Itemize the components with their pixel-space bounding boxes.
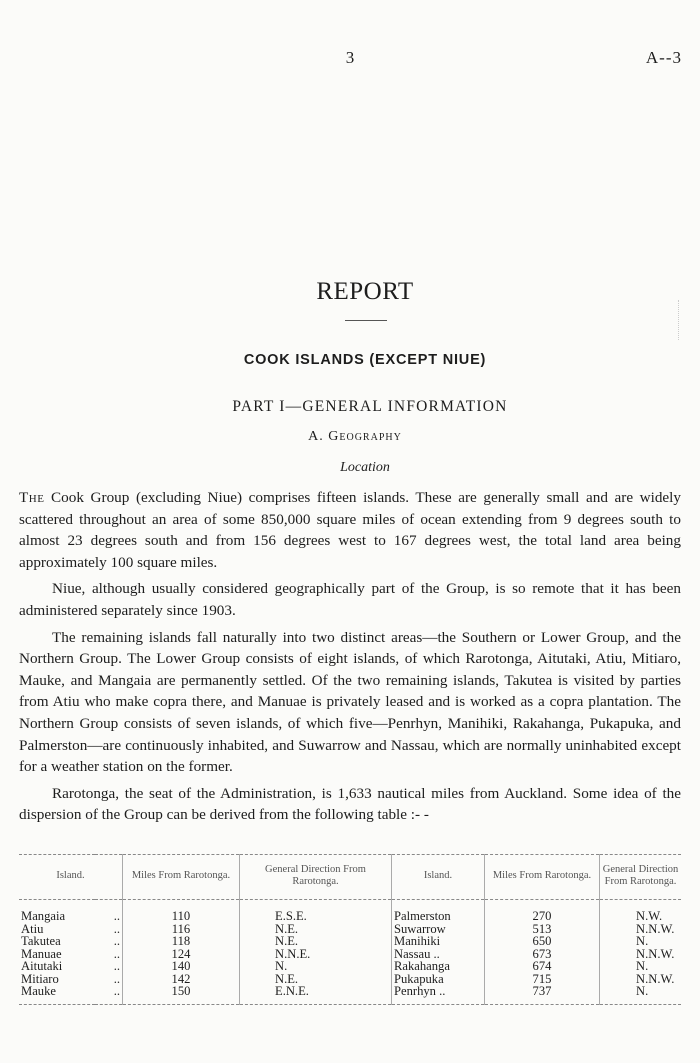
miles-value: 673: [485, 948, 600, 961]
miles-value: 140: [123, 960, 240, 973]
direction-value: N.: [600, 985, 682, 1004]
table-row: [19, 910, 681, 923]
column-header-direction: General Direction From Rarotonga.: [600, 855, 682, 900]
report-title: REPORT: [316, 278, 414, 305]
miles-value: 150: [123, 985, 240, 1004]
direction-value: N.E.: [240, 935, 392, 948]
leader-dots: ..: [95, 985, 123, 1004]
miles-value: 124: [123, 948, 240, 961]
paragraph-text: Cook Group (excluding Niue) comprises fifteen islands. These are generally small and are widely scattered throughout an area of some 850,000 square miles of ocean extending from 9 degrees south to almost 23 degrees south and from 156 degrees west to 167 degrees west, the total land area being approximately 100 square miles.: [19, 489, 681, 571]
leader-dots: ..: [95, 910, 123, 923]
table-row: [19, 985, 681, 1004]
section-heading: A. Geography: [308, 429, 402, 444]
island-name: Mangaia: [21, 909, 66, 923]
dispersion-table: [19, 854, 681, 1005]
column-header-island: Island.: [392, 855, 485, 900]
paragraph: Niue, although usually considered geographically part of the Group, is so remote that it has been administered separately since 1903.: [19, 580, 681, 619]
miles-value: 737: [485, 985, 600, 1004]
subsection-heading: Location: [340, 460, 390, 475]
direction-value: N.N.W.: [636, 946, 675, 961]
island-name: Nassau ..: [392, 948, 485, 961]
miles-value: 116: [123, 923, 240, 936]
paragraph: [19, 487, 681, 573]
body-text: [19, 487, 681, 831]
island-name: Mauke: [19, 985, 95, 1004]
leader-dots: ..: [95, 960, 123, 973]
paragraph: Rarotonga, the seat of the Administration, is 1,633 nautical miles from Auckland. Some idea of the dispersion of the Group can be derived from the following table :- -: [19, 784, 681, 824]
direction-value: N.N.E.: [240, 948, 392, 961]
report-subtitle: COOK ISLANDS (EXCEPT NIUE): [243, 352, 487, 368]
miles-value: 118: [123, 935, 240, 948]
direction-value: N.E.: [240, 923, 392, 936]
document-code: A--3: [645, 48, 682, 67]
leader-dots: ..: [95, 948, 123, 961]
margin-mark: [678, 300, 682, 340]
island-name: Pukapuka: [392, 973, 485, 986]
direction-value: N.: [240, 960, 392, 973]
island-name: Atiu: [21, 921, 44, 936]
miles-value: 650: [485, 935, 600, 948]
column-header-direction: General Direction From Rarotonga.: [240, 855, 392, 900]
miles-value: 513: [485, 923, 600, 936]
direction-value: N.: [636, 959, 649, 973]
direction-value: E.N.E.: [240, 985, 392, 1004]
direction-value: E.S.E.: [240, 910, 392, 923]
direction-value: N.W.: [636, 909, 663, 923]
island-name: Manuae: [21, 946, 62, 961]
title-rule: [345, 320, 387, 321]
leader-dots: ..: [95, 923, 123, 936]
island-name: Manihiki: [392, 935, 485, 948]
miles-value: 142: [123, 973, 240, 986]
direction-value: N.N.W.: [636, 971, 675, 986]
island-name: Palmerston: [392, 910, 485, 923]
miles-value: 110: [123, 910, 240, 923]
lead-word: The: [19, 489, 45, 506]
part-heading: PART I—GENERAL INFORMATION: [232, 398, 508, 415]
column-header-island: Island.: [19, 855, 123, 900]
island-name: Rakahanga: [392, 960, 485, 973]
leader-dots: ..: [95, 935, 123, 948]
miles-value: 674: [485, 960, 600, 973]
table-row: [19, 935, 681, 948]
table-row: [19, 960, 681, 973]
paragraph: The remaining islands fall naturally into two distinct areas—the Southern or Lower Group, and the Northern Group. The Lower Group consists of eight islands, of which Rarotonga, Aitutaki, Atiu, Mitiaro, Mauke, and Mangaia are permanently settled. Of the two remaining islands, Takutea is visited by parties from Atiu who make copra there, and Manuae is privately leased and is worked as a copra plantation. The Northern Group consists of seven islands, of which five—Penrhyn, Manihiki, Rakahanga, Pukapuka, and Palmerston—are continuously inhabited, and Suwarrow and Nassau, which are normally uninhabited except for a weather station on the former.: [19, 628, 681, 776]
leader-dots: ..: [95, 973, 123, 986]
column-header-miles: Miles From Rarotonga.: [123, 855, 240, 900]
island-name: Takutea: [21, 934, 61, 948]
miles-value: 715: [485, 973, 600, 986]
table-header-row: [19, 855, 681, 900]
island-name: Suwarrow: [392, 923, 485, 936]
direction-value: N.E.: [240, 973, 392, 986]
island-name: Aitutaki: [21, 959, 63, 973]
island-name: Mitiaro: [21, 971, 59, 986]
column-header-miles: Miles From Rarotonga.: [485, 855, 600, 900]
island-name: Penrhyn ..: [392, 985, 485, 1004]
miles-value: 270: [485, 910, 600, 923]
page-number: 3: [345, 48, 355, 67]
direction-value: N.: [636, 934, 649, 948]
direction-value: N.N.W.: [636, 921, 675, 936]
